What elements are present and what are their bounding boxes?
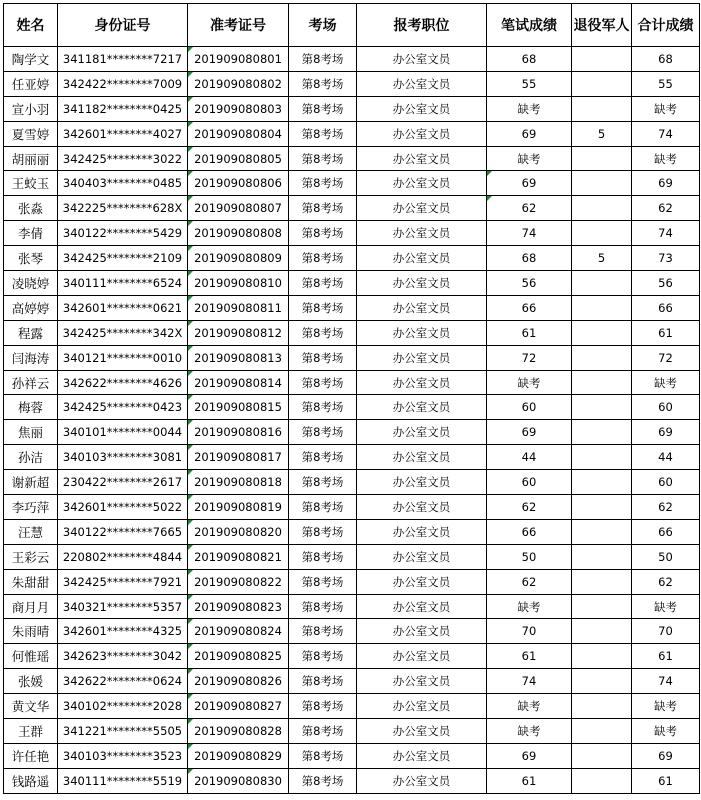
veteran-cell	[572, 594, 632, 619]
ticket-number-cell: 201909080828	[188, 719, 289, 744]
total-score-cell: 62	[632, 495, 700, 520]
exam-room-cell: 第8考场	[289, 719, 357, 744]
position-cell: 办公室文员	[357, 594, 487, 619]
total-score-cell: 缺考	[632, 96, 700, 121]
table-row	[4, 196, 700, 221]
total-score-cell: 73	[632, 246, 700, 271]
position-cell: 办公室文员	[357, 47, 487, 72]
table-row	[4, 495, 700, 520]
written-score-cell: 68	[487, 246, 572, 271]
id-number-cell: 340111********6524	[58, 271, 188, 296]
position-cell: 办公室文员	[357, 669, 487, 694]
position-cell: 办公室文员	[357, 96, 487, 121]
name-cell: 黄文华	[4, 694, 58, 719]
table-row	[4, 320, 700, 345]
veteran-cell	[572, 644, 632, 669]
name-cell: 朱雨晴	[4, 619, 58, 644]
written-score-cell: 缺考	[487, 694, 572, 719]
total-score-cell: 72	[632, 345, 700, 370]
veteran-cell	[572, 196, 632, 221]
id-number-cell: 342422********7009	[58, 71, 188, 96]
total-score-cell: 56	[632, 271, 700, 296]
total-score-cell: 70	[632, 619, 700, 644]
name-cell: 任亚婷	[4, 71, 58, 96]
veteran-cell	[572, 271, 632, 296]
ticket-number-cell: 201909080818	[188, 470, 289, 495]
total-score-cell: 68	[632, 47, 700, 72]
total-score-cell: 61	[632, 768, 700, 793]
total-score-cell: 55	[632, 71, 700, 96]
id-number-cell: 342425********7921	[58, 569, 188, 594]
veteran-cell	[572, 544, 632, 569]
header-row	[4, 4, 700, 47]
table-row	[4, 519, 700, 544]
name-cell: 夏雪婷	[4, 121, 58, 146]
total-score-cell: 74	[632, 669, 700, 694]
ticket-number-cell: 201909080815	[188, 395, 289, 420]
written-score-cell: 60	[487, 395, 572, 420]
id-number-cell: 340102********2028	[58, 694, 188, 719]
total-score-cell: 62	[632, 569, 700, 594]
ticket-number-cell: 201909080816	[188, 420, 289, 445]
table-row	[4, 594, 700, 619]
table-row	[4, 569, 700, 594]
written-score-cell: 66	[487, 519, 572, 544]
table-row	[4, 644, 700, 669]
total-score-cell: 44	[632, 445, 700, 470]
name-cell: 王蛟玉	[4, 171, 58, 196]
ticket-number-cell: 201909080807	[188, 196, 289, 221]
table-row	[4, 121, 700, 146]
exam-room-cell: 第8考场	[289, 768, 357, 793]
name-cell: 商月月	[4, 594, 58, 619]
written-score-cell: 61	[487, 320, 572, 345]
table-row	[4, 694, 700, 719]
exam-room-cell: 第8考场	[289, 271, 357, 296]
name-cell: 张淼	[4, 196, 58, 221]
exam-room-cell: 第8考场	[289, 420, 357, 445]
veteran-cell	[572, 569, 632, 594]
veteran-cell	[572, 445, 632, 470]
score-table	[3, 3, 700, 794]
written-score-cell: 69	[487, 171, 572, 196]
written-score-cell: 缺考	[487, 594, 572, 619]
position-cell: 办公室文员	[357, 694, 487, 719]
ticket-number-cell: 201909080830	[188, 768, 289, 793]
exam-room-cell: 第8考场	[289, 594, 357, 619]
name-cell: 程露	[4, 320, 58, 345]
id-number-cell: 340122********5429	[58, 221, 188, 246]
ticket-number-cell: 201909080803	[188, 96, 289, 121]
total-score-cell: 61	[632, 644, 700, 669]
total-score-cell: 缺考	[632, 146, 700, 171]
written-score-cell: 61	[487, 768, 572, 793]
written-score-cell: 55	[487, 71, 572, 96]
exam-room-cell: 第8考场	[289, 743, 357, 768]
total-score-cell: 66	[632, 519, 700, 544]
position-cell: 办公室文员	[357, 221, 487, 246]
name-cell: 梅蓉	[4, 395, 58, 420]
id-number-cell: 342425********2109	[58, 246, 188, 271]
table-row	[4, 669, 700, 694]
id-number-cell: 342622********0624	[58, 669, 188, 694]
id-number-cell: 340122********7665	[58, 519, 188, 544]
id-number-cell: 340103********3081	[58, 445, 188, 470]
position-cell: 办公室文员	[357, 246, 487, 271]
ticket-number-cell: 201909080813	[188, 345, 289, 370]
ticket-number-cell: 201909080819	[188, 495, 289, 520]
exam-room-cell: 第8考场	[289, 345, 357, 370]
ticket-number-cell: 201909080809	[188, 246, 289, 271]
id-number-cell: 342601********4027	[58, 121, 188, 146]
ticket-number-cell: 201909080808	[188, 221, 289, 246]
ticket-number-cell: 201909080824	[188, 619, 289, 644]
veteran-cell	[572, 619, 632, 644]
exam-room-cell: 第8考场	[289, 544, 357, 569]
veteran-cell	[572, 47, 632, 72]
total-score-cell: 缺考	[632, 719, 700, 744]
name-cell: 张媛	[4, 669, 58, 694]
veteran-cell: 5	[572, 246, 632, 271]
written-score-cell: 66	[487, 295, 572, 320]
written-score-cell: 缺考	[487, 96, 572, 121]
ticket-number-cell: 201909080801	[188, 47, 289, 72]
table-row	[4, 544, 700, 569]
name-cell: 高婷婷	[4, 295, 58, 320]
ticket-number-cell: 201909080827	[188, 694, 289, 719]
ticket-number-cell: 201909080805	[188, 146, 289, 171]
total-score-cell: 缺考	[632, 594, 700, 619]
position-cell: 办公室文员	[357, 519, 487, 544]
exam-room-cell: 第8考场	[289, 619, 357, 644]
ticket-number-cell: 201909080821	[188, 544, 289, 569]
total-score-cell: 69	[632, 420, 700, 445]
name-cell: 谢新超	[4, 470, 58, 495]
name-cell: 凌晓婷	[4, 271, 58, 296]
table-row	[4, 96, 700, 121]
total-score-cell: 62	[632, 196, 700, 221]
veteran-cell	[572, 694, 632, 719]
position-cell: 办公室文员	[357, 295, 487, 320]
id-number-cell: 342601********4325	[58, 619, 188, 644]
name-cell: 王彩云	[4, 544, 58, 569]
veteran-cell	[572, 96, 632, 121]
name-cell: 胡丽丽	[4, 146, 58, 171]
position-cell: 办公室文员	[357, 544, 487, 569]
ticket-number-cell: 201909080823	[188, 594, 289, 619]
ticket-number-cell: 201909080822	[188, 569, 289, 594]
written-score-cell: 69	[487, 121, 572, 146]
id-number-cell: 342225********628X	[58, 196, 188, 221]
table-row	[4, 768, 700, 793]
exam-room-cell: 第8考场	[289, 146, 357, 171]
table-row	[4, 221, 700, 246]
exam-room-cell: 第8考场	[289, 395, 357, 420]
written-score-cell: 74	[487, 221, 572, 246]
written-score-cell: 62	[487, 569, 572, 594]
written-score-cell: 56	[487, 271, 572, 296]
exam-room-cell: 第8考场	[289, 370, 357, 395]
veteran-cell	[572, 320, 632, 345]
total-score-cell: 61	[632, 320, 700, 345]
veteran-cell	[572, 669, 632, 694]
ticket-number-cell: 201909080802	[188, 71, 289, 96]
ticket-number-cell: 201909080810	[188, 271, 289, 296]
exam-room-cell: 第8考场	[289, 519, 357, 544]
exam-room-cell: 第8考场	[289, 320, 357, 345]
id-number-cell: 340403********0485	[58, 171, 188, 196]
ticket-number-cell: 201909080825	[188, 644, 289, 669]
exam-room-cell: 第8考场	[289, 470, 357, 495]
id-number-cell: 342601********5022	[58, 495, 188, 520]
header-name: 姓名	[4, 4, 58, 47]
position-cell: 办公室文员	[357, 619, 487, 644]
veteran-cell	[572, 743, 632, 768]
written-score-cell: 70	[487, 619, 572, 644]
table-row	[4, 271, 700, 296]
name-cell: 李巧萍	[4, 495, 58, 520]
exam-room-cell: 第8考场	[289, 196, 357, 221]
header-total-score: 合计成绩	[632, 4, 700, 47]
position-cell: 办公室文员	[357, 196, 487, 221]
name-cell: 陶学文	[4, 47, 58, 72]
written-score-cell: 74	[487, 669, 572, 694]
table-row	[4, 395, 700, 420]
total-score-cell: 66	[632, 295, 700, 320]
id-number-cell: 341182********0425	[58, 96, 188, 121]
ticket-number-cell: 201909080829	[188, 743, 289, 768]
name-cell: 宣小羽	[4, 96, 58, 121]
name-cell: 汪慧	[4, 519, 58, 544]
table-row	[4, 246, 700, 271]
id-number-cell: 340121********0010	[58, 345, 188, 370]
name-cell: 李倩	[4, 221, 58, 246]
exam-room-cell: 第8考场	[289, 295, 357, 320]
name-cell: 钱路遥	[4, 768, 58, 793]
position-cell: 办公室文员	[357, 271, 487, 296]
exam-room-cell: 第8考场	[289, 47, 357, 72]
position-cell: 办公室文员	[357, 719, 487, 744]
written-score-cell: 61	[487, 644, 572, 669]
exam-room-cell: 第8考场	[289, 445, 357, 470]
exam-room-cell: 第8考场	[289, 71, 357, 96]
id-number-cell: 342601********0621	[58, 295, 188, 320]
position-cell: 办公室文员	[357, 320, 487, 345]
header-written-score: 笔试成绩	[487, 4, 572, 47]
name-cell: 焦丽	[4, 420, 58, 445]
position-cell: 办公室文员	[357, 345, 487, 370]
name-cell: 朱甜甜	[4, 569, 58, 594]
ticket-number-cell: 201909080817	[188, 445, 289, 470]
table-row	[4, 445, 700, 470]
exam-room-cell: 第8考场	[289, 569, 357, 594]
written-score-cell: 62	[487, 495, 572, 520]
header-exam-room: 考场	[289, 4, 357, 47]
total-score-cell: 60	[632, 395, 700, 420]
veteran-cell	[572, 420, 632, 445]
table-row	[4, 743, 700, 768]
header-id-number: 身份证号	[58, 4, 188, 47]
ticket-number-cell: 201909080804	[188, 121, 289, 146]
written-score-cell: 60	[487, 470, 572, 495]
exam-room-cell: 第8考场	[289, 495, 357, 520]
id-number-cell: 230422********2617	[58, 470, 188, 495]
veteran-cell	[572, 221, 632, 246]
veteran-cell	[572, 470, 632, 495]
table-row	[4, 171, 700, 196]
total-score-cell: 60	[632, 470, 700, 495]
position-cell: 办公室文员	[357, 121, 487, 146]
table-row	[4, 295, 700, 320]
name-cell: 孙洁	[4, 445, 58, 470]
veteran-cell	[572, 370, 632, 395]
total-score-cell: 69	[632, 743, 700, 768]
id-number-cell: 342425********0423	[58, 395, 188, 420]
veteran-cell	[572, 495, 632, 520]
position-cell: 办公室文员	[357, 743, 487, 768]
name-cell: 闫海涛	[4, 345, 58, 370]
written-score-cell: 缺考	[487, 146, 572, 171]
position-cell: 办公室文员	[357, 171, 487, 196]
exam-room-cell: 第8考场	[289, 171, 357, 196]
id-number-cell: 220802********4844	[58, 544, 188, 569]
position-cell: 办公室文员	[357, 445, 487, 470]
name-cell: 何惟瑶	[4, 644, 58, 669]
table-row	[4, 47, 700, 72]
name-cell: 张琴	[4, 246, 58, 271]
header-veteran: 退役军人	[572, 4, 632, 47]
veteran-cell	[572, 768, 632, 793]
written-score-cell: 缺考	[487, 370, 572, 395]
ticket-number-cell: 201909080814	[188, 370, 289, 395]
ticket-number-cell: 201909080811	[188, 295, 289, 320]
id-number-cell: 342425********342X	[58, 320, 188, 345]
position-cell: 办公室文员	[357, 644, 487, 669]
exam-room-cell: 第8考场	[289, 669, 357, 694]
name-cell: 许任艳	[4, 743, 58, 768]
exam-room-cell: 第8考场	[289, 221, 357, 246]
position-cell: 办公室文员	[357, 470, 487, 495]
total-score-cell: 缺考	[632, 370, 700, 395]
exam-room-cell: 第8考场	[289, 694, 357, 719]
position-cell: 办公室文员	[357, 495, 487, 520]
written-score-cell: 62	[487, 196, 572, 221]
veteran-cell	[572, 71, 632, 96]
written-score-cell: 44	[487, 445, 572, 470]
header-position: 报考职位	[357, 4, 487, 47]
veteran-cell	[572, 519, 632, 544]
position-cell: 办公室文员	[357, 420, 487, 445]
total-score-cell: 50	[632, 544, 700, 569]
position-cell: 办公室文员	[357, 370, 487, 395]
ticket-number-cell: 201909080826	[188, 669, 289, 694]
name-cell: 王群	[4, 719, 58, 744]
written-score-cell: 69	[487, 420, 572, 445]
veteran-cell	[572, 395, 632, 420]
written-score-cell: 68	[487, 47, 572, 72]
table-row	[4, 345, 700, 370]
exam-room-cell: 第8考场	[289, 644, 357, 669]
veteran-cell	[572, 719, 632, 744]
id-number-cell: 340321********5357	[58, 594, 188, 619]
table-row	[4, 420, 700, 445]
position-cell: 办公室文员	[357, 71, 487, 96]
ticket-number-cell: 201909080820	[188, 519, 289, 544]
header-ticket-number: 准考证号	[188, 4, 289, 47]
veteran-cell: 5	[572, 121, 632, 146]
veteran-cell	[572, 295, 632, 320]
ticket-number-cell: 201909080806	[188, 171, 289, 196]
written-score-cell: 72	[487, 345, 572, 370]
ticket-number-cell: 201909080812	[188, 320, 289, 345]
id-number-cell: 341181********7217	[58, 47, 188, 72]
id-number-cell: 342425********3022	[58, 146, 188, 171]
total-score-cell: 缺考	[632, 694, 700, 719]
written-score-cell: 缺考	[487, 719, 572, 744]
table-row	[4, 71, 700, 96]
id-number-cell: 342622********4626	[58, 370, 188, 395]
id-number-cell: 342623********3042	[58, 644, 188, 669]
table-row	[4, 370, 700, 395]
total-score-cell: 74	[632, 221, 700, 246]
position-cell: 办公室文员	[357, 768, 487, 793]
name-cell: 孙祥云	[4, 370, 58, 395]
id-number-cell: 340103********3523	[58, 743, 188, 768]
position-cell: 办公室文员	[357, 395, 487, 420]
position-cell: 办公室文员	[357, 146, 487, 171]
total-score-cell: 74	[632, 121, 700, 146]
veteran-cell	[572, 345, 632, 370]
position-cell: 办公室文员	[357, 569, 487, 594]
total-score-cell: 69	[632, 171, 700, 196]
exam-room-cell: 第8考场	[289, 121, 357, 146]
table-row	[4, 719, 700, 744]
veteran-cell	[572, 146, 632, 171]
written-score-cell: 50	[487, 544, 572, 569]
table-row	[4, 470, 700, 495]
id-number-cell: 341221********5505	[58, 719, 188, 744]
veteran-cell	[572, 171, 632, 196]
written-score-cell: 69	[487, 743, 572, 768]
id-number-cell: 340101********0044	[58, 420, 188, 445]
table-row	[4, 619, 700, 644]
table-row	[4, 146, 700, 171]
exam-room-cell: 第8考场	[289, 246, 357, 271]
exam-room-cell: 第8考场	[289, 96, 357, 121]
id-number-cell: 340111********5519	[58, 768, 188, 793]
